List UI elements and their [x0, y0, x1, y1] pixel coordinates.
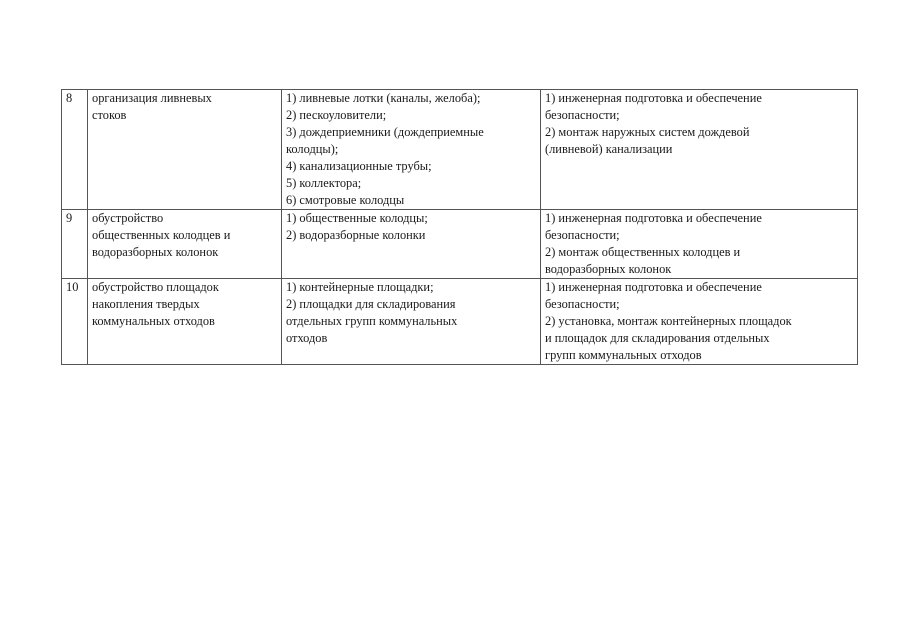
- works-cell: 1) инженерная подготовка и обеспечение безопасности; 2) установка, монтаж контейнерных площадок и площадок для складирования отдельных групп коммунальных отходов: [541, 279, 858, 365]
- work-type-cell: организация ливневых стоков: [88, 90, 282, 210]
- work-type-cell: обустройство площадок накопления твердых коммунальных отходов: [88, 279, 282, 365]
- work-type-cell: обустройство общественных колодцев и водоразборных колонок: [88, 210, 282, 279]
- row-number: 9: [62, 210, 88, 279]
- row-number: 10: [62, 279, 88, 365]
- objects-cell: 1) контейнерные площадки; 2) площадки для складирования отдельных групп коммунальных отходов: [282, 279, 541, 365]
- works-cell: 1) инженерная подготовка и обеспечение безопасности; 2) монтаж общественных колодцев и водоразборных колонок: [541, 210, 858, 279]
- works-cell: 1) инженерная подготовка и обеспечение безопасности; 2) монтаж наружных систем дождевой (ливневой) канализации: [541, 90, 858, 210]
- row-number: 8: [62, 90, 88, 210]
- objects-cell: 1) ливневые лотки (каналы, желоба); 2) пескоуловители; 3) дождеприемники (дождеприемные колодцы); 4) канализационные трубы; 5) коллектора; 6) смотровые колодцы: [282, 90, 541, 210]
- objects-cell: 1) общественные колодцы; 2) водоразборные колонки: [282, 210, 541, 279]
- table-row: [62, 210, 858, 279]
- works-table: [61, 89, 858, 365]
- table-row: [62, 90, 858, 210]
- table-row: [62, 279, 858, 365]
